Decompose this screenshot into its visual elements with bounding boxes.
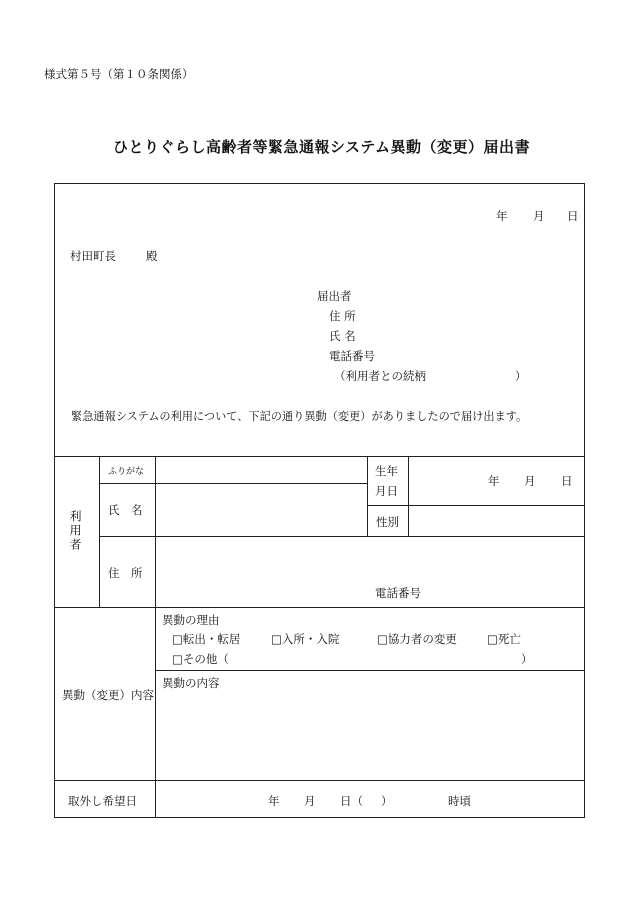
removal-label: 取外し希望日: [68, 794, 137, 808]
birth-year: 年: [488, 474, 500, 488]
user-address-label: 住 所: [108, 566, 143, 580]
applicant-relation-label: （利用者との続柄: [334, 369, 426, 383]
user-group-label: 利用者: [68, 510, 82, 552]
divider: [54, 780, 585, 781]
applicant-address-label: 住 所: [329, 309, 356, 323]
removal-day: 日（: [340, 794, 363, 808]
birth-label-2: 月日: [375, 484, 398, 498]
user-name-label: 氏 名: [108, 503, 143, 517]
birth-day: 日: [561, 474, 573, 488]
other-close: ）: [521, 652, 533, 666]
divider: [155, 456, 156, 818]
applicant-phone-label: 電話番号: [329, 349, 375, 363]
checkbox-label: 協力者の変更: [387, 632, 457, 646]
form-number: 様式第５号（第１０条関係）: [44, 67, 194, 81]
divider: [54, 456, 585, 457]
user-phone-label: 電話番号: [375, 586, 421, 600]
applicant-heading: 届出者: [317, 289, 352, 303]
divider: [99, 536, 585, 537]
form-title: ひとりぐらし高齢者等緊急通報システム異動（変更）届出書: [113, 138, 531, 156]
applicant-name-label: 氏 名: [329, 329, 356, 343]
checkbox-death[interactable]: [487, 631, 521, 647]
divider: [367, 456, 368, 536]
birth-month: 月: [524, 474, 536, 488]
change-section-label: 異動（変更）内容: [62, 688, 154, 702]
removal-day-close: ）: [381, 794, 393, 808]
gender-label: 性別: [376, 515, 399, 529]
form-frame: [54, 183, 585, 818]
date-month: 月: [533, 209, 545, 223]
checkbox-admission[interactable]: [271, 631, 339, 647]
removal-month: 月: [304, 794, 316, 808]
removal-time: 時頃: [448, 794, 471, 808]
addressee-honorific: 殿: [146, 249, 158, 263]
divider: [155, 670, 585, 671]
birth-label-1: 生年: [375, 464, 398, 478]
checkbox-label: 転出・転居: [182, 632, 241, 646]
checkbox-helper-change[interactable]: [377, 631, 457, 647]
checkbox-label: その他（: [182, 652, 229, 666]
checkbox-transfer-move[interactable]: [172, 631, 240, 647]
change-content-label: 異動の内容: [162, 676, 220, 690]
divider: [99, 483, 367, 484]
statement: 緊急通報システムの利用について、下記の通り異動（変更）がありましたので届け出ます。: [71, 410, 528, 423]
divider: [367, 505, 585, 506]
furigana-label: ふりがな: [108, 467, 145, 477]
checkbox-other[interactable]: [172, 651, 229, 667]
checkbox-label: 入所・入院: [281, 632, 340, 646]
date-day: 日: [567, 209, 579, 223]
date-year: 年: [496, 209, 508, 223]
checkbox-label: 死亡: [497, 632, 521, 646]
divider: [99, 456, 100, 607]
removal-year: 年: [268, 794, 280, 808]
applicant-relation-close: ）: [515, 369, 527, 383]
divider: [408, 456, 409, 536]
change-reason-label: 異動の理由: [162, 613, 220, 627]
divider: [54, 607, 585, 608]
addressee: 村田町長: [70, 249, 116, 263]
